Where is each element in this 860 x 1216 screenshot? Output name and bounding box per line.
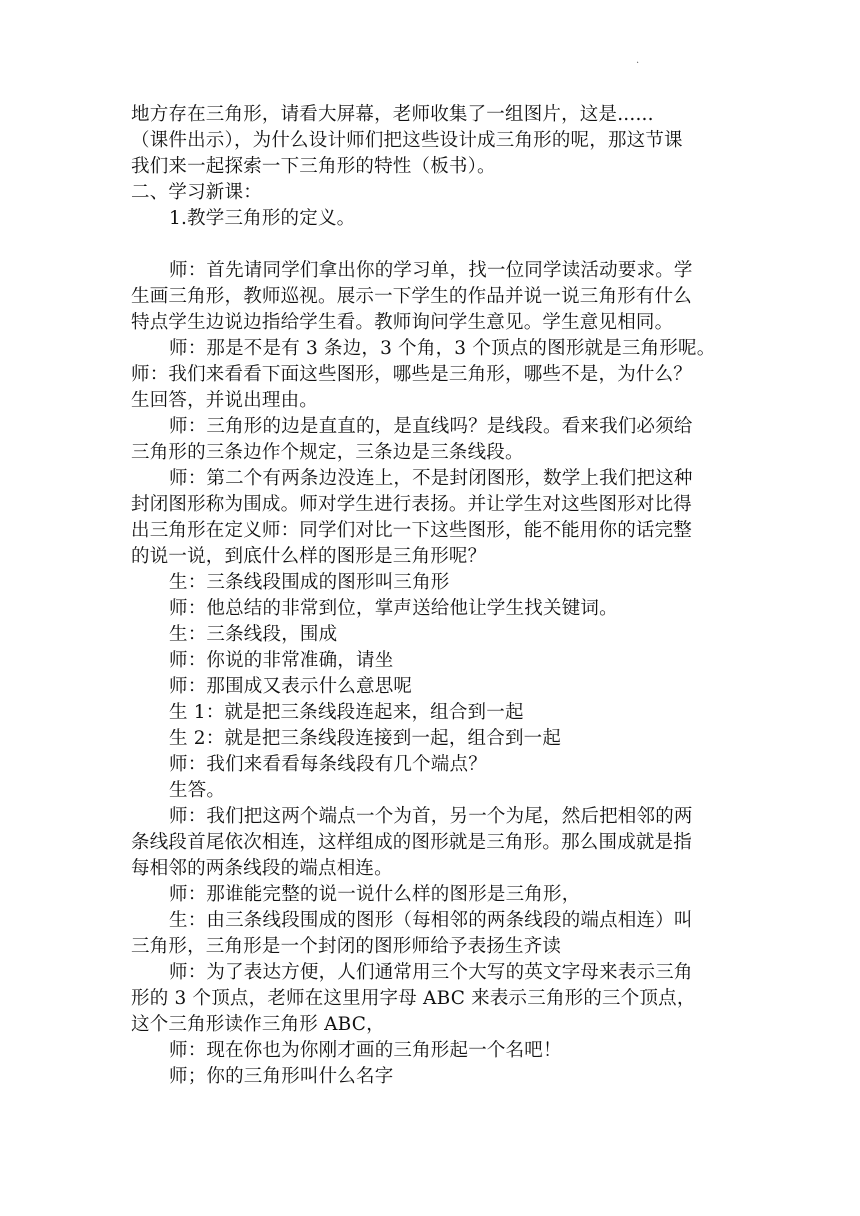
page-marker: . xyxy=(636,55,640,66)
text-line: 师：那围成又表示什么意思呢 xyxy=(169,676,413,697)
text-line: 师：三角形的边是直直的，是直线吗？是线段。看来我们必须给 xyxy=(169,416,693,437)
text-line: 师：现在你也为你刚才画的三角形起一个名吧！ xyxy=(169,1040,562,1061)
text-line: 我们来一起探索一下三角形的特性（板书）。 xyxy=(131,156,496,177)
subsection-heading: 1.教学三角形的定义。 xyxy=(169,208,356,229)
text-line: 生答。 xyxy=(169,780,226,801)
text-line: 师：我们来看看下面这些图形，哪些是三角形，哪些不是，为什么？ xyxy=(131,364,693,385)
text-line: 的说一说，到底什么样的图形是三角形呢？ xyxy=(131,546,487,567)
text-line: 师：为了表达方便，人们通常用三个大写的英文字母来表示三角 xyxy=(169,962,693,983)
document-body xyxy=(131,102,731,1090)
blank-line xyxy=(131,232,731,258)
text-line: 三角形，三角形是一个封闭的图形师给予表扬生齐读 xyxy=(131,936,562,957)
text-line: 生：三条线段围成的图形叫三角形 xyxy=(169,572,450,593)
text-line: 生 1：就是把三条线段连起来，组合到一起 xyxy=(169,702,524,723)
text-line: 生：三条线段，围成 xyxy=(169,624,338,645)
text-line: 师：那是不是有 3 条边，3 个角，3 个顶点的图形就是三角形呢。 xyxy=(169,338,716,359)
text-line: 师：那谁能完整的说一说什么样的图形是三角形， xyxy=(169,884,581,905)
text-line: 地方存在三角形，请看大屏幕，老师收集了一组图片，这是...... xyxy=(131,104,654,125)
text-line: 生画三角形，教师巡视。展示一下学生的作品并说一说三角形有什么 xyxy=(131,286,693,307)
text-line: 师：我们来看看每条线段有几个端点？ xyxy=(169,754,487,775)
text-line: 出三角形在定义师：同学们对比一下这些图形，能不能用你的话完整 xyxy=(131,520,693,541)
text-line: 师：你说的非常准确，请坐 xyxy=(169,650,394,671)
text-line: 生回答，并说出理由。 xyxy=(131,390,319,411)
text-line: 形的 3 个顶点，老师在这里用字母 ABC 来表示三角形的三个顶点， xyxy=(131,988,696,1009)
text-line: 特点学生边说边指给学生看。教师询问学生意见。学生意见相同。 xyxy=(131,312,674,333)
text-line: 每相邻的两条线段的端点相连。 xyxy=(131,858,393,879)
text-line: 这个三角形读作三角形 ABC， xyxy=(131,1014,385,1035)
text-line: 师：他总结的非常到位，掌声送给他让学生找关键词。 xyxy=(169,598,618,619)
text-line: 师：首先请同学们拿出你的学习单，找一位同学读活动要求。学 xyxy=(169,260,693,281)
text-line: 三角形的三条边作个规定，三条边是三条线段。 xyxy=(131,442,524,463)
text-line: （课件出示），为什么设计师们把这些设计成三角形的呢，那这节课 xyxy=(131,130,683,151)
text-line: 师；你的三角形叫什么名字 xyxy=(169,1066,394,1087)
section-heading: 二、学习新课： xyxy=(131,182,262,203)
text-line: 师：我们把这两个端点一个为首，另一个为尾，然后把相邻的两 xyxy=(169,806,693,827)
text-line: 封闭图形称为围成。师对学生进行表扬。并让学生对这些图形对比得 xyxy=(131,494,693,515)
text-line: 生：由三条线段围成的图形（每相邻的两条线段的端点相连）叫 xyxy=(169,910,693,931)
text-line: 条线段首尾依次相连，这样组成的图形就是三角形。那么围成就是指 xyxy=(131,832,693,853)
text-line: 生 2：就是把三条线段连接到一起，组合到一起 xyxy=(169,728,562,749)
text-line: 师：第二个有两条边没连上，不是封闭图形，数学上我们把这种 xyxy=(169,468,693,489)
